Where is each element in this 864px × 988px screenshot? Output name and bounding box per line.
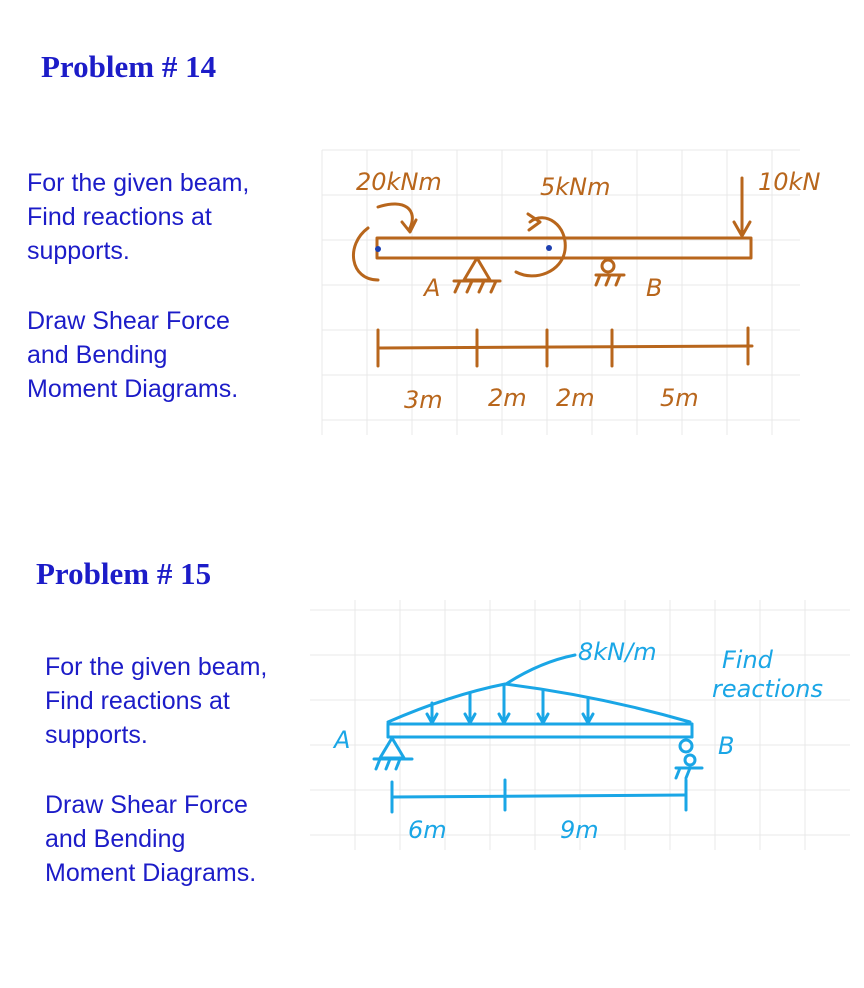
- problem-15-note-line: reactions: [712, 675, 824, 703]
- problem-14-span-label: 2m: [556, 384, 595, 412]
- problem-14-text-line: For the given beam,: [27, 169, 250, 197]
- problem-14-text-line: Find reactions at: [27, 203, 212, 231]
- problem-14-heading: Problem # 14: [41, 49, 217, 84]
- problem-15-text-line: Draw Shear Force: [45, 791, 248, 819]
- problem-15-span-label: 6m: [408, 816, 447, 844]
- problem-15-heading: Problem # 15: [36, 556, 212, 591]
- problem-15-support-a-label: A: [334, 726, 351, 754]
- problem-14-span-label: 2m: [488, 384, 527, 412]
- problem-15-text-line: Find reactions at: [45, 687, 230, 715]
- problem-14-moment-b-label: 5kNm: [540, 173, 611, 201]
- problem-15-note-line: Find: [722, 646, 773, 674]
- problem-15-text-line: and Bending: [45, 825, 186, 853]
- problem-14-point-load-label: 10kN: [758, 168, 821, 196]
- problem-14-support-a-label: A: [424, 274, 441, 302]
- problem-15-roller-support: [680, 740, 692, 752]
- problem-15-load-leader: [506, 655, 575, 684]
- problem-15-text-line: For the given beam,: [45, 653, 268, 681]
- problem-15-text-line: supports.: [45, 721, 148, 749]
- problem-14-moment-a-label: 20kNm: [356, 168, 442, 196]
- problem-15-span-label: 9m: [560, 816, 599, 844]
- problem-15-load-label: 8kN/m: [578, 638, 657, 666]
- problem-14-text-line: and Bending: [27, 341, 168, 369]
- problem-14-support-b-label: B: [646, 274, 663, 302]
- problem-15-dimension-line: [392, 795, 686, 797]
- problem-15-text-line: Moment Diagrams.: [45, 859, 257, 887]
- problem-14-text-line: Draw Shear Force: [27, 307, 230, 335]
- problem-15-support-b-label: B: [718, 732, 735, 760]
- problem-14-text-line: Moment Diagrams.: [27, 375, 239, 403]
- problem-14-span-label: 5m: [660, 384, 699, 412]
- problem-14-text-line: supports.: [27, 237, 130, 265]
- problem-14-span-label: 3m: [404, 386, 443, 414]
